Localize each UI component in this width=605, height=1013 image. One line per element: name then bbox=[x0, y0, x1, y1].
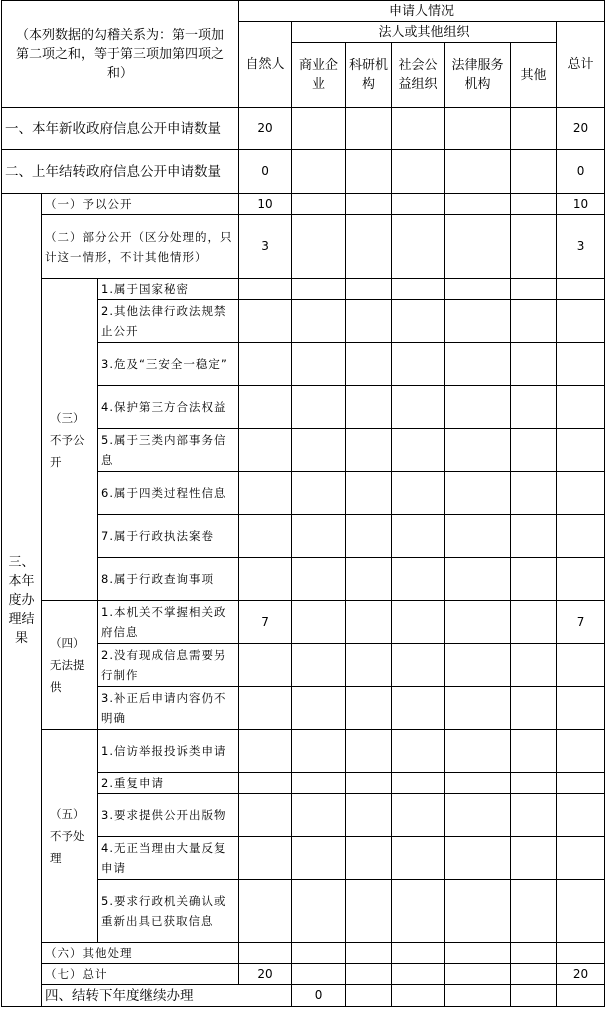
row-label: 8.属于行政查询事项 bbox=[98, 558, 239, 601]
table-row bbox=[2, 279, 605, 300]
other-header: 其他 bbox=[511, 43, 557, 108]
row-label: 3.要求提供公开出版物 bbox=[98, 794, 239, 837]
row-label: 2.没有现成信息需要另行制作 bbox=[98, 644, 239, 687]
row-label: 一、本年新收政府信息公开申请数量 bbox=[2, 108, 239, 150]
table-row bbox=[2, 964, 605, 985]
business-header: 商业企业 bbox=[292, 43, 346, 108]
table-row bbox=[2, 985, 605, 1007]
cell-natural: 3 bbox=[239, 215, 292, 279]
table-row bbox=[2, 215, 605, 279]
row-label: 6.属于四类过程性信息 bbox=[98, 472, 239, 515]
row-label: 4.无正当理由大量反复申请 bbox=[98, 837, 239, 880]
table-row bbox=[2, 730, 605, 773]
group-label: （三）不予公开 bbox=[42, 279, 98, 601]
cell-natural: 0 bbox=[292, 985, 346, 1007]
section-3-label: 三、本年度办理结果 bbox=[2, 194, 42, 1007]
row-label: 5.属于三类内部事务信息 bbox=[98, 429, 239, 472]
cell-natural: 7 bbox=[239, 601, 292, 644]
cell-natural: 20 bbox=[239, 964, 292, 985]
row-label: 2.重复申请 bbox=[98, 773, 239, 794]
cell-total bbox=[557, 687, 605, 730]
public-welfare-header: 社会公益组织 bbox=[392, 43, 445, 108]
row-label: 四、结转下年度继续办理 bbox=[42, 985, 292, 1007]
cell-total: 0 bbox=[557, 150, 605, 194]
row-label: 3.危及“三安全一稳定” bbox=[98, 343, 239, 386]
table-row bbox=[2, 108, 605, 150]
row-label: 1.本机关不掌握相关政府信息 bbox=[98, 601, 239, 644]
row-label: 1.信访举报投诉类申请 bbox=[98, 730, 239, 773]
row-label: （六）其他处理 bbox=[42, 943, 239, 964]
cell-total: 20 bbox=[557, 108, 605, 150]
law-firm-header: 法律服务机构 bbox=[445, 43, 511, 108]
table-row bbox=[2, 601, 605, 644]
cell-natural: 10 bbox=[239, 194, 292, 215]
table-row bbox=[2, 943, 605, 964]
cell-total: 7 bbox=[557, 601, 605, 644]
row-label: （一）予以公开 bbox=[42, 194, 239, 215]
row-label: 3.补正后申请内容仍不明确 bbox=[98, 687, 239, 730]
cell-total: 3 bbox=[557, 215, 605, 279]
cell-total bbox=[557, 644, 605, 687]
row-label: 2.其他法律行政法规禁止公开 bbox=[98, 300, 239, 343]
group-label: （五）不予处理 bbox=[42, 730, 98, 943]
row-label: 1.属于国家秘密 bbox=[98, 279, 239, 300]
cell-total: 20 bbox=[557, 964, 605, 985]
cell-total: 10 bbox=[557, 194, 605, 215]
row-label: （七）总计 bbox=[42, 964, 239, 985]
applicant-header: 申请人情况 bbox=[239, 1, 605, 22]
row-label: （二）部分公开（区分处理的，只计这一情形，不计其他情形） bbox=[42, 215, 239, 279]
legal-group-header: 法人或其他组织 bbox=[292, 22, 557, 43]
row-label: 7.属于行政执法案卷 bbox=[98, 515, 239, 558]
cell-natural bbox=[239, 687, 292, 730]
cell-natural bbox=[239, 644, 292, 687]
relation-note: （本列数据的勾稽关系为：第一项加第二项之和，等于第三项加第四项之和） bbox=[2, 1, 239, 108]
cell-natural: 0 bbox=[239, 150, 292, 194]
cell-natural: 20 bbox=[239, 108, 292, 150]
table-row bbox=[2, 150, 605, 194]
total-header: 总计 bbox=[557, 22, 605, 108]
row-label: 5.要求行政机关确认或重新出具已获取信息 bbox=[98, 880, 239, 943]
info-disclosure-table bbox=[1, 0, 605, 1007]
group-label: （四）无法提供 bbox=[42, 601, 98, 730]
row-label: 二、上年结转政府信息公开申请数量 bbox=[2, 150, 239, 194]
natural-person-header: 自然人 bbox=[239, 22, 292, 108]
table-row bbox=[2, 194, 605, 215]
research-header: 科研机构 bbox=[346, 43, 392, 108]
row-label: 4.保护第三方合法权益 bbox=[98, 386, 239, 429]
